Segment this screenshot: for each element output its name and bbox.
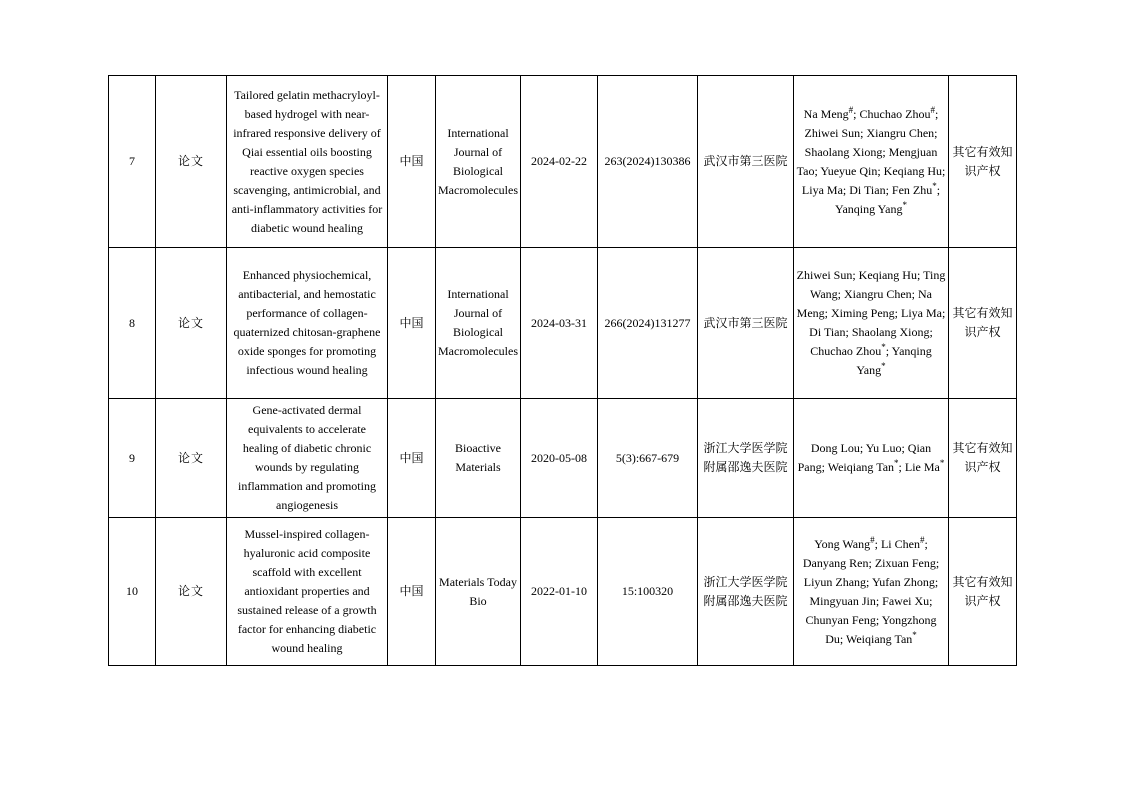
cell-authors: Zhiwei Sun; Keqiang Hu; Ting Wang; Xiangru Chen; Na Meng; Ximing Peng; Liya Ma; Di Tian; Shaolang Xiong; Chuchao Zhou*; Yanqing Yang* — [794, 248, 949, 399]
cell-ip-type: 其它有效知识产权 — [949, 518, 1017, 666]
cell-authors: Na Meng#; Chuchao Zhou#; Zhiwei Sun; Xiangru Chen; Shaolang Xiong; Mengjuan Tao; Yueyue Qin; Keqiang Hu; Liya Ma; Di Tian; Fen Zhu*; Yanqing Yang* — [794, 76, 949, 248]
cell-authors: Dong Lou; Yu Luo; Qian Pang; Weiqiang Tan*; Lie Ma* — [794, 399, 949, 518]
cell-seq: 8 — [109, 248, 156, 399]
cell-type: 论文 — [156, 518, 227, 666]
cell-date: 2020-05-08 — [521, 399, 598, 518]
cell-title: Gene-activated dermal equivalents to accelerate healing of diabetic chronic wounds by regulating inflammation and promoting angiogenesis — [227, 399, 388, 518]
cell-seq: 10 — [109, 518, 156, 666]
table-row — [109, 76, 1017, 248]
cell-country: 中国 — [388, 399, 436, 518]
table-row — [109, 399, 1017, 518]
cell-volume-page: 263(2024)130386 — [598, 76, 698, 248]
cell-institution: 武汉市第三医院 — [698, 248, 794, 399]
cell-type: 论文 — [156, 248, 227, 399]
cell-ip-type: 其它有效知识产权 — [949, 399, 1017, 518]
cell-journal: International Journal of Biological Macromolecules — [436, 76, 521, 248]
cell-authors: Yong Wang#; Li Chen#; Danyang Ren; Zixuan Feng; Liyun Zhang; Yufan Zhong; Mingyuan Jin; Fawei Xu; Chunyan Feng; Yongzhong Du; Weiqiang Tan* — [794, 518, 949, 666]
cell-title: Enhanced physiochemical, antibacterial, and hemostatic performance of collagen-quaternized chitosan-graphene oxide sponges for promoting infectious wound healing — [227, 248, 388, 399]
cell-institution: 浙江大学医学院附属邵逸夫医院 — [698, 518, 794, 666]
cell-country: 中国 — [388, 248, 436, 399]
cell-journal: Bioactive Materials — [436, 399, 521, 518]
publications-table — [108, 75, 1017, 666]
cell-ip-type: 其它有效知识产权 — [949, 248, 1017, 399]
cell-type: 论文 — [156, 399, 227, 518]
cell-volume-page: 266(2024)131277 — [598, 248, 698, 399]
cell-date: 2024-03-31 — [521, 248, 598, 399]
cell-journal: International Journal of Biological Macromolecules — [436, 248, 521, 399]
cell-title: Tailored gelatin methacryloyl-based hydrogel with near-infrared responsive delivery of Qiai essential oils boosting reactive oxygen species scavenging, antimicrobial, and anti-inflammatory activities for diabetic wound healing — [227, 76, 388, 248]
cell-ip-type: 其它有效知识产权 — [949, 76, 1017, 248]
cell-title: Mussel-inspired collagen-hyaluronic acid composite scaffold with excellent antioxidant properties and sustained release of a growth factor for enhancing diabetic wound healing — [227, 518, 388, 666]
table-row — [109, 518, 1017, 666]
cell-country: 中国 — [388, 76, 436, 248]
cell-date: 2022-01-10 — [521, 518, 598, 666]
cell-type: 论文 — [156, 76, 227, 248]
cell-journal: Materials Today Bio — [436, 518, 521, 666]
cell-volume-page: 15:100320 — [598, 518, 698, 666]
cell-institution: 浙江大学医学院附属邵逸夫医院 — [698, 399, 794, 518]
cell-country: 中国 — [388, 518, 436, 666]
cell-institution: 武汉市第三医院 — [698, 76, 794, 248]
cell-date: 2024-02-22 — [521, 76, 598, 248]
table-row — [109, 248, 1017, 399]
cell-seq: 7 — [109, 76, 156, 248]
cell-seq: 9 — [109, 399, 156, 518]
cell-volume-page: 5(3):667-679 — [598, 399, 698, 518]
